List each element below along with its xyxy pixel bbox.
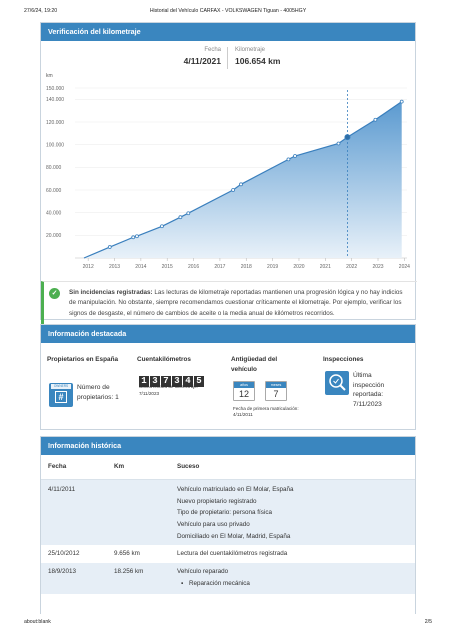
x-tick-label: 2016 — [188, 264, 200, 270]
data-point — [240, 183, 243, 186]
mileage-chart — [41, 73, 417, 277]
row-event: Vehículo reparado — [177, 568, 229, 575]
x-tick-label: 2024 — [398, 264, 410, 270]
data-point — [135, 235, 138, 238]
x-tick-label: 2019 — [267, 264, 279, 270]
hash-icon: # — [55, 391, 67, 403]
notice-title: Sin incidencias registradas: — [69, 289, 153, 296]
history-card — [40, 436, 416, 614]
row-date: 18/9/2013 — [48, 568, 77, 575]
years-box — [233, 381, 255, 401]
odometer-digit: 3 — [150, 376, 160, 387]
owners-title: Propietarios en España — [47, 356, 119, 363]
y-tick-label: 100.000 — [46, 142, 65, 149]
row-event: Nuevo propietario registrado — [177, 497, 257, 505]
odometer-note: Última lectura de kilometraje: — [139, 384, 199, 389]
data-point — [179, 216, 182, 219]
data-point — [132, 236, 135, 239]
odometer-digit: 7 — [161, 376, 171, 387]
bullet-icon: ▪ — [181, 579, 184, 587]
y-tick-label: 20.000 — [46, 233, 62, 240]
data-point — [294, 155, 297, 158]
mileage-kpis — [41, 47, 415, 71]
date-label: Fecha — [204, 47, 221, 53]
row-event: Tipo de propietario: persona física — [177, 509, 272, 517]
row-km: 18.256 km — [114, 568, 144, 575]
x-tick-label: 2023 — [372, 264, 384, 270]
print-url: about:blank — [24, 619, 51, 625]
age-note: Fecha de primera matriculación: 4/11/2011 — [233, 406, 299, 418]
data-point — [187, 212, 190, 215]
y-tick-label: 80.000 — [46, 165, 62, 172]
mileage-card — [40, 22, 416, 320]
mileage-header: Verificación del kilometraje — [41, 23, 415, 41]
km-value: 106.654 km — [235, 56, 281, 66]
print-timestamp: 27/6/24, 19:20 — [24, 8, 58, 14]
data-point — [160, 225, 163, 228]
owners-icon — [49, 383, 73, 407]
months-value: 7 — [273, 389, 279, 399]
check-icon: ✓ — [49, 288, 60, 299]
print-page: 2/5 — [424, 619, 432, 625]
highlighted-point — [345, 135, 350, 140]
inspections-title: Inspecciones — [323, 356, 364, 363]
age-title: Antigüedad del vehículo — [231, 356, 278, 373]
row-event: Vehículo para uso privado — [177, 521, 250, 529]
x-tick-label: 2015 — [161, 264, 173, 270]
age-block — [231, 355, 311, 418]
date-kpi — [184, 47, 221, 66]
x-tick-label: 2018 — [240, 264, 252, 270]
owners-icon-label: OWNERS — [51, 384, 71, 389]
data-point — [337, 142, 340, 145]
date-value: 4/11/2021 — [183, 56, 221, 66]
row-date: 25/10/2012 — [48, 550, 80, 557]
y-tick-label: 40.000 — [46, 210, 62, 217]
print-footer — [24, 619, 432, 625]
highlights-card — [40, 324, 416, 430]
inspection-icon — [325, 371, 349, 395]
table-row — [41, 480, 415, 545]
inspections-label: Última inspección reportada: 7/11/2023 — [353, 372, 385, 408]
table-row — [41, 563, 415, 594]
odometer-digit: 1 — [139, 376, 149, 387]
data-point — [374, 118, 377, 121]
x-tick-label: 2012 — [82, 264, 94, 270]
months-box — [265, 381, 287, 401]
x-tick-label: 2017 — [214, 264, 226, 270]
data-point — [232, 189, 235, 192]
magnifier-icon — [325, 371, 349, 395]
data-point — [108, 246, 111, 249]
odometer-block — [137, 355, 225, 396]
odometer-title: Cuentakilómetros — [137, 356, 191, 363]
data-point — [287, 158, 290, 161]
print-title: Historial del Vehículo CARFAX - VOLKSWAGEN Tiguan - 4005HGY — [149, 8, 307, 14]
notice-text: Las lecturas de kilometraje reportadas mantienen una progresión lógica y no hay indicios de manipulación. No obstante, siempre recomendamos cuestionar críticamente el kilometraje. Por ejemplo, verificar los signos de desgaste, el número de cambios de aceite o la media anual de kilómetros recorridos. — [69, 289, 403, 317]
y-axis-unit: km — [46, 73, 53, 79]
history-header: Información histórica — [41, 437, 415, 455]
row-event: Reparación mecánica — [189, 579, 250, 587]
table-header — [41, 454, 415, 480]
y-tick-label: 60.000 — [46, 187, 62, 194]
row-event: Vehículo matriculado en El Molar, España — [177, 486, 294, 493]
years-label: años — [234, 382, 254, 388]
row-km: 9.656 km — [114, 550, 140, 557]
odometer-digit: 4 — [183, 376, 193, 387]
owners-block — [47, 355, 131, 402]
col-date: Fecha — [48, 463, 67, 470]
row-event: Lectura del cuentakilómetros registrada — [177, 550, 288, 557]
months-label: meses — [266, 382, 286, 388]
mileage-area — [84, 102, 402, 258]
x-tick-label: 2020 — [293, 264, 305, 270]
x-tick-label: 2022 — [346, 264, 358, 270]
km-kpi — [235, 47, 280, 66]
table-row — [41, 545, 415, 563]
x-tick-label: 2014 — [135, 264, 147, 270]
kpi-divider — [227, 47, 228, 69]
inspections-block — [323, 355, 413, 408]
y-tick-label: 140.000 — [46, 97, 65, 104]
row-date: 4/11/2011 — [48, 486, 76, 493]
y-tick-label: 150.000 — [46, 85, 65, 92]
x-tick-label: 2013 — [108, 264, 121, 270]
odometer-digit: 5 — [194, 376, 204, 387]
years-value: 12 — [238, 389, 249, 399]
data-point — [400, 100, 403, 103]
highlights-header: Información destacada — [41, 325, 415, 343]
odometer-date: 7/11/2023 — [139, 391, 160, 396]
row-event: Domiciliado en El Molar, Madrid, España — [177, 532, 291, 540]
owners-label: Número de propietarios: 1 — [77, 384, 119, 401]
odometer-digit: 3 — [172, 376, 182, 387]
col-event: Suceso — [177, 463, 200, 470]
km-label: Kilometraje — [235, 47, 266, 53]
col-km: Km — [114, 463, 125, 470]
x-tick-label: 2021 — [319, 264, 331, 270]
y-tick-label: 120.000 — [46, 119, 65, 126]
